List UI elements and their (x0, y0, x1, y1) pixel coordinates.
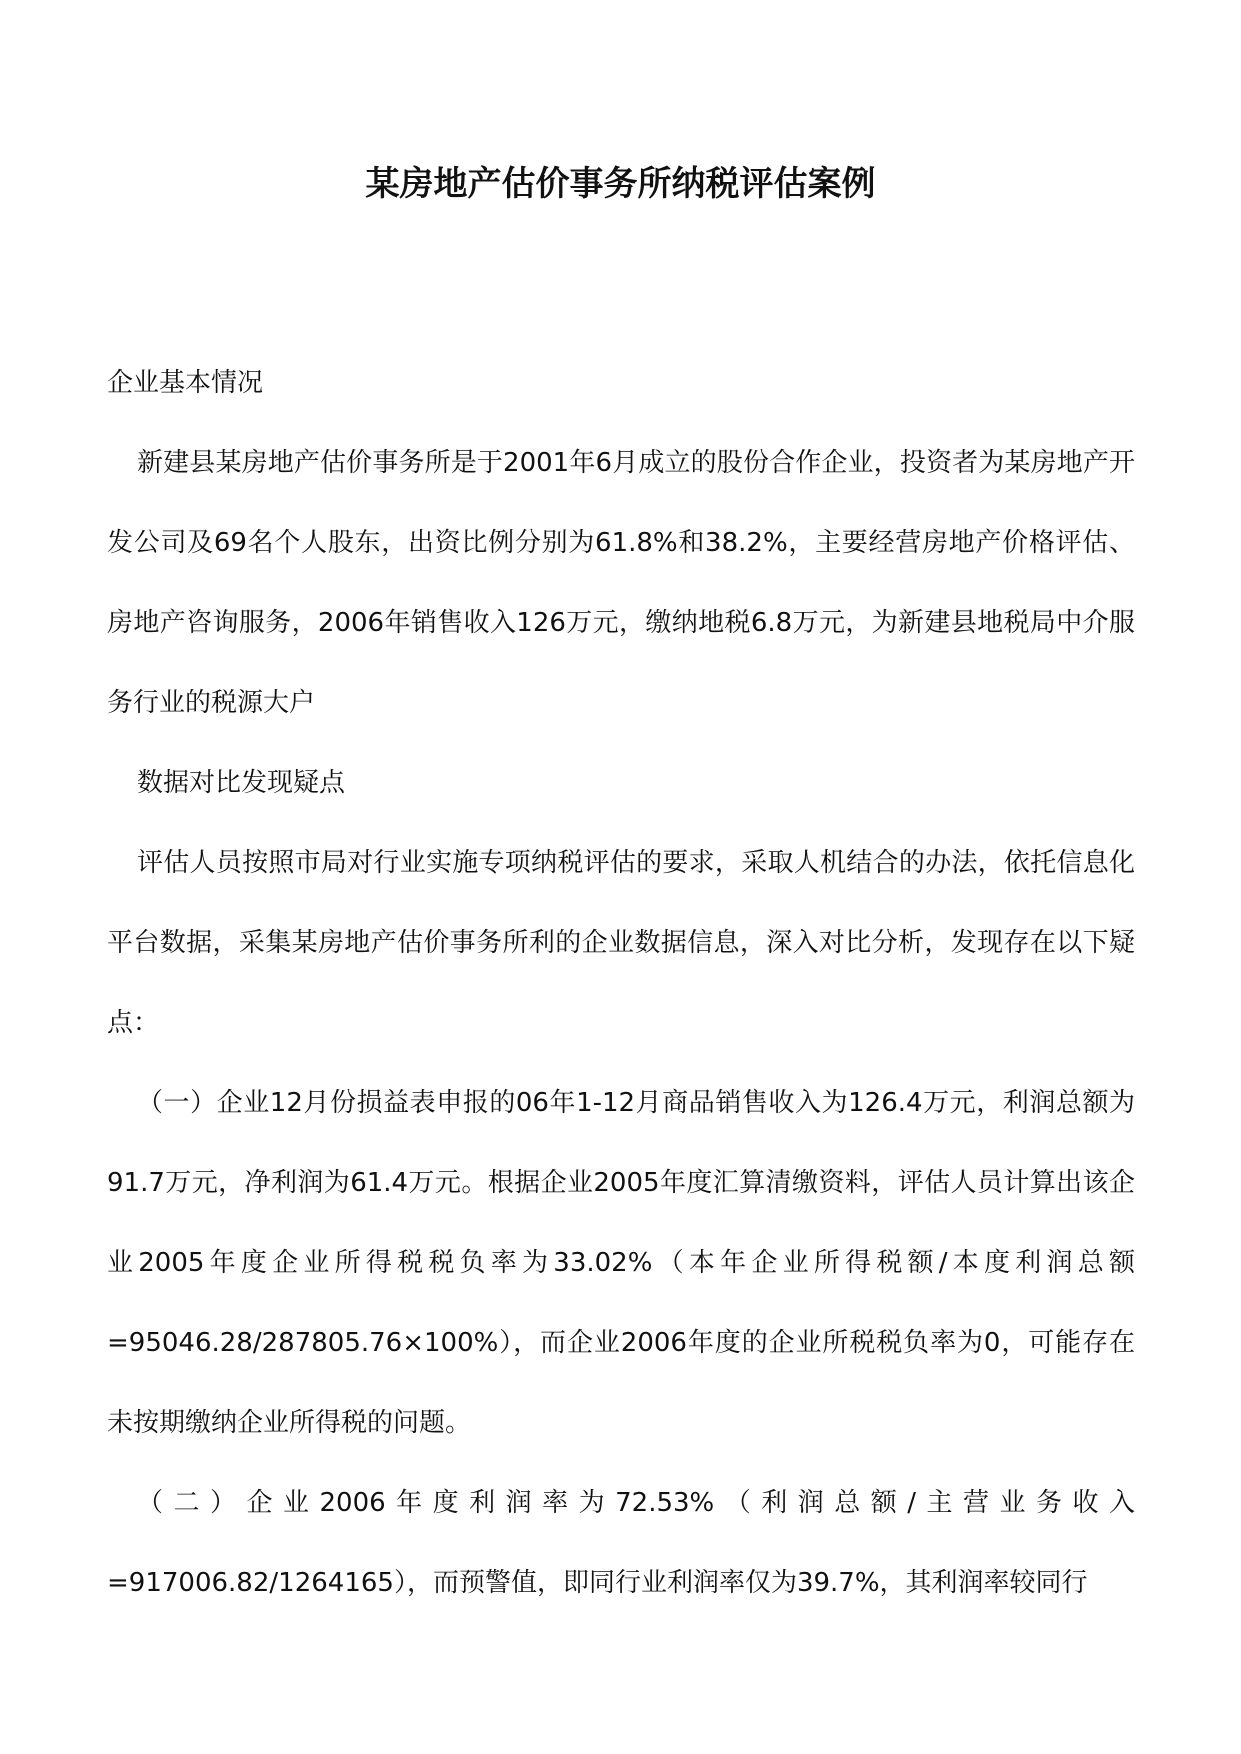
section-heading-data-comparison: 数据对比发现疑点 (137, 768, 346, 798)
paragraph-company-profile: 新建县某房地产估价事务所是于2001年6月成立的股份合作企业，投资者为某房地产开发公司及69名个人股东，出资比例分别为61.8%和38.2%，主要经营房地产价格评估、房地产咨询服务，2006年销售收入126万元，缴纳地税6.8万元，为新建县地税局中介服务行业的税源大户 (107, 448, 1135, 718)
paragraph-doubt-two: （二）企业2006年度利润率为72.53%（利润总额/主营业务收入=917006.82/1264165），而预警值，即同行业利润率仅为39.7%，其利润率较同行 (107, 1488, 1135, 1598)
document-body (107, 343, 1135, 1623)
paragraph-evaluation-method: 评估人员按照市局对行业实施专项纳税评估的要求，采取人机结合的办法，依托信息化平台数据，采集某房地产估价事务所利的企业数据信息，深入对比分析，发现存在以下疑点： (107, 848, 1135, 1038)
paragraph-doubt-one: （一）企业12月份损益表申报的06年1-12月商品销售收入为126.4万元，利润总额为91.7万元，净利润为61.4万元。根据企业2005年度汇算清缴资料，评估人员计算出该企业2005年度企业所得税税负率为33.02%（本年企业所得税额/本度利润总额=95046.28/287805.76×100%），而企业2006年度的企业所税税负率为0，可能存在未按期缴纳企业所得税的问题。 (107, 1088, 1135, 1438)
document-title: 某房地产估价事务所纳税评估案例 (365, 164, 876, 204)
section-heading-basic-info: 企业基本情况 (107, 368, 264, 398)
